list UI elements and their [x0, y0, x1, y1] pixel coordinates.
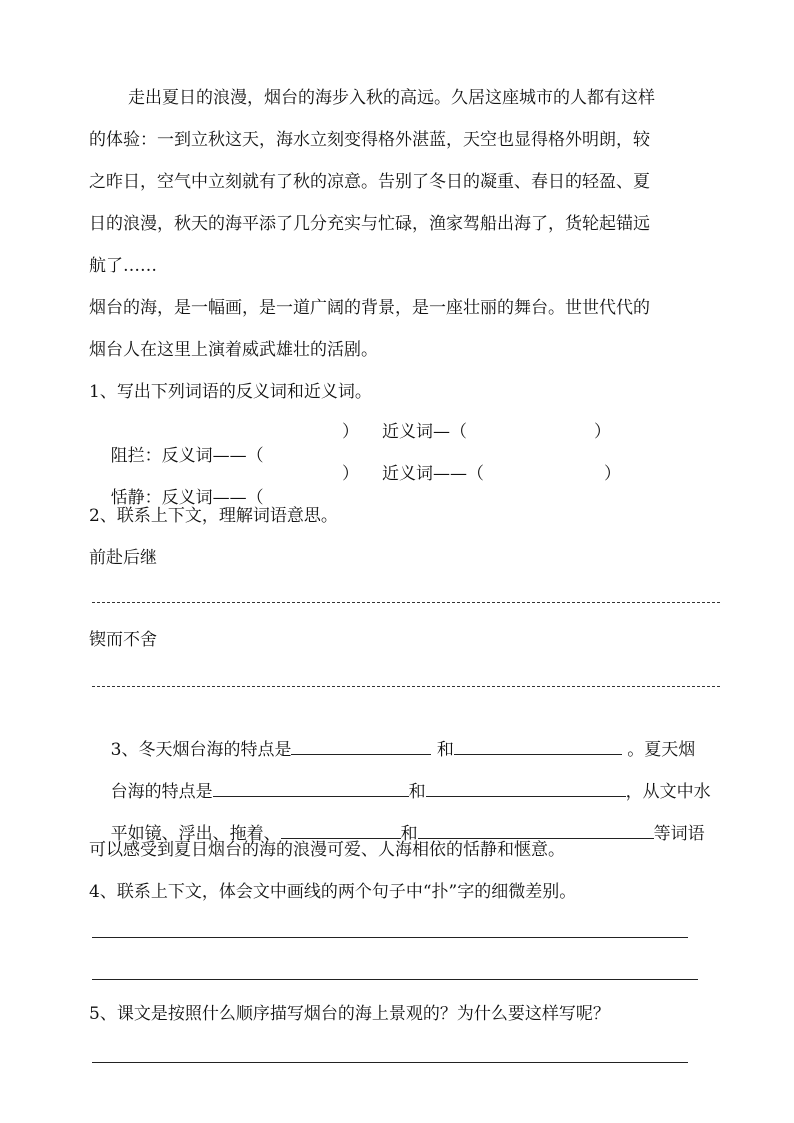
- q3-blank-2[interactable]: [454, 736, 622, 755]
- q3-seg-6: ，从文中水: [625, 782, 711, 802]
- q3-blank-1[interactable]: [291, 736, 431, 755]
- q1-row1-close1: ）: [342, 422, 359, 442]
- q3-seg-7: 平如镜、浮出、拖着、: [110, 824, 281, 844]
- q3-line-3: [89, 796, 705, 844]
- q1-row-2: [89, 462, 264, 508]
- q2-word-2: 锲而不舍: [89, 630, 157, 650]
- q4-answer-line-2[interactable]: [92, 979, 698, 980]
- q1-row2-close1: ）: [342, 464, 359, 484]
- passage-line-4: 日的浪漫，秋天的海平添了几分充实与忙碌，渔家驾船出海了，货轮起锚远: [89, 214, 650, 234]
- passage-line-3: 之昨日，空气中立刻就有了秋的凉意。告别了冬日的凝重、春日的轻盈、夏: [89, 172, 650, 192]
- q3-line-2: [89, 754, 711, 802]
- q5-answer-line-1[interactable]: [92, 1062, 688, 1063]
- q1-row1-word: 阻拦：反义词——（: [110, 446, 264, 466]
- q1-row1-close2: ）: [594, 422, 611, 442]
- passage-line-7: 烟台人在这里上演着威武雄壮的活剧。: [89, 340, 378, 360]
- q1-row2-close2: ）: [604, 464, 621, 484]
- q3-blank-5[interactable]: [281, 820, 401, 839]
- q1-title: 1、写出下列词语的反义词和近义词。: [89, 382, 372, 402]
- q3-blank-4[interactable]: [426, 778, 626, 797]
- q3-blank-3[interactable]: [213, 778, 409, 797]
- q3-seg-4: 台海的特点是: [110, 782, 213, 802]
- q3-seg-2: 和: [436, 740, 454, 760]
- q3-line-4: 可以感受到夏日烟台的海的浪漫可爱、人海相依的恬静和惬意。: [89, 840, 565, 860]
- q4-answer-line-1[interactable]: [92, 937, 688, 938]
- q3-seg-5: 和: [408, 782, 426, 802]
- passage-line-1: 走出夏日的浪漫，烟台的海步入秋的高远。久居这座城市的人都有这样: [128, 88, 655, 108]
- q1-row2-syn: 近义词——（: [382, 464, 484, 484]
- q2-answer-line-1[interactable]: [92, 602, 720, 603]
- q2-title: 2、联系上下文，理解词语意思。: [89, 506, 338, 526]
- q3-seg-9: 等词语: [653, 824, 705, 844]
- q1-row2-word: 恬静：反义词——（: [110, 488, 264, 508]
- passage-line-6: 烟台的海，是一幅画，是一道广阔的背景，是一座壮丽的舞台。世世代代的: [89, 298, 650, 318]
- q1-row-1: [89, 420, 264, 466]
- q2-word-1: 前赴后继: [89, 548, 157, 568]
- q3-blank-6[interactable]: [418, 820, 654, 839]
- q3-line-1: [89, 712, 696, 760]
- q4-title: 4、联系上下文，体会文中画线的两个句子中“扑”字的细微差别。: [89, 882, 577, 902]
- passage-line-5: 航了……: [89, 256, 157, 276]
- q2-answer-line-2[interactable]: [92, 686, 720, 687]
- passage-line-2: 的体验：一到立秋这天，海水立刻变得格外湛蓝，天空也显得格外明朗，较: [89, 130, 650, 150]
- q3-seg-8: 和: [400, 824, 418, 844]
- q3-seg-3: 。夏天烟: [627, 740, 696, 760]
- q3-seg-1: 3、冬天烟台海的特点是: [110, 740, 292, 760]
- q1-row1-syn: 近义词—（: [382, 422, 467, 442]
- q5-title: 5、课文是按照什么顺序描写烟台的海上景观的？为什么要这样写呢？: [89, 1004, 610, 1024]
